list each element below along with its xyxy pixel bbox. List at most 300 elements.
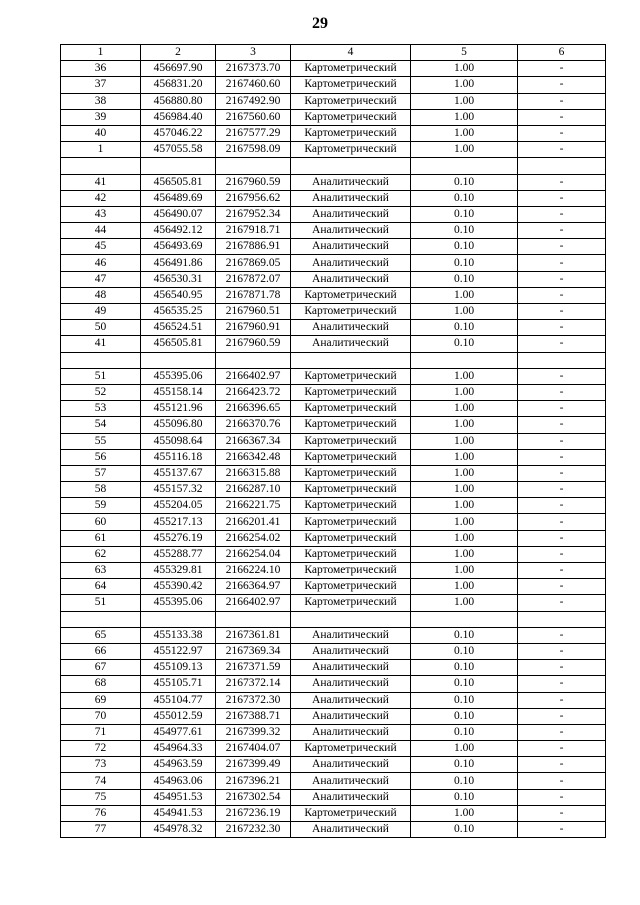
note-cell: - bbox=[518, 320, 606, 336]
point-number-cell: 69 bbox=[61, 692, 141, 708]
point-number-cell: 53 bbox=[61, 401, 141, 417]
y-coordinate-cell: 2166254.02 bbox=[216, 530, 291, 546]
point-number-cell: 50 bbox=[61, 320, 141, 336]
note-cell: - bbox=[518, 692, 606, 708]
point-number-cell: 54 bbox=[61, 417, 141, 433]
x-coordinate-cell: 455109.13 bbox=[141, 660, 216, 676]
method-cell: Картометрический bbox=[291, 433, 411, 449]
point-number-cell: 40 bbox=[61, 125, 141, 141]
y-coordinate-cell: 2167560.60 bbox=[216, 109, 291, 125]
accuracy-cell: 0.10 bbox=[411, 627, 518, 643]
x-coordinate-cell: 455012.59 bbox=[141, 708, 216, 724]
table-row bbox=[61, 77, 606, 93]
method-cell: Аналитический bbox=[291, 627, 411, 643]
y-coordinate-cell: 2167960.91 bbox=[216, 320, 291, 336]
method-cell: Картометрический bbox=[291, 563, 411, 579]
point-number-cell bbox=[61, 352, 141, 368]
note-cell: - bbox=[518, 417, 606, 433]
accuracy-cell: 1.00 bbox=[411, 125, 518, 141]
accuracy-cell: 1.00 bbox=[411, 741, 518, 757]
note-cell: - bbox=[518, 206, 606, 222]
table-row bbox=[61, 109, 606, 125]
point-number-cell: 58 bbox=[61, 482, 141, 498]
point-number-cell: 51 bbox=[61, 595, 141, 611]
separator-row bbox=[61, 352, 606, 368]
point-number-cell: 77 bbox=[61, 822, 141, 838]
method-cell bbox=[291, 611, 411, 627]
x-coordinate-cell: 457046.22 bbox=[141, 125, 216, 141]
note-cell: - bbox=[518, 789, 606, 805]
x-coordinate-cell: 456505.81 bbox=[141, 336, 216, 352]
method-cell: Аналитический bbox=[291, 206, 411, 222]
accuracy-cell: 1.00 bbox=[411, 109, 518, 125]
point-number-cell: 62 bbox=[61, 546, 141, 562]
point-number-cell: 45 bbox=[61, 239, 141, 255]
table-body bbox=[61, 45, 606, 838]
accuracy-cell: 0.10 bbox=[411, 660, 518, 676]
method-cell: Картометрический bbox=[291, 514, 411, 530]
point-number-cell: 57 bbox=[61, 465, 141, 481]
point-number-cell: 41 bbox=[61, 336, 141, 352]
accuracy-cell: 0.10 bbox=[411, 692, 518, 708]
point-number-cell bbox=[61, 158, 141, 174]
accuracy-cell: 1.00 bbox=[411, 368, 518, 384]
accuracy-cell: 0.10 bbox=[411, 643, 518, 659]
accuracy-cell bbox=[411, 158, 518, 174]
point-number-cell: 52 bbox=[61, 384, 141, 400]
point-number-cell: 73 bbox=[61, 757, 141, 773]
table-row bbox=[61, 498, 606, 514]
x-coordinate-cell: 455096.80 bbox=[141, 417, 216, 433]
point-number-cell: 72 bbox=[61, 741, 141, 757]
x-coordinate-cell: 456492.12 bbox=[141, 223, 216, 239]
point-number-cell: 59 bbox=[61, 498, 141, 514]
table-row bbox=[61, 142, 606, 158]
note-cell: - bbox=[518, 190, 606, 206]
method-cell: Аналитический bbox=[291, 692, 411, 708]
table-row bbox=[61, 174, 606, 190]
x-coordinate-cell: 456880.80 bbox=[141, 93, 216, 109]
x-coordinate-cell: 454951.53 bbox=[141, 789, 216, 805]
x-coordinate-cell bbox=[141, 611, 216, 627]
point-number-cell: 55 bbox=[61, 433, 141, 449]
note-cell: - bbox=[518, 643, 606, 659]
note-cell: - bbox=[518, 724, 606, 740]
point-number-cell: 42 bbox=[61, 190, 141, 206]
accuracy-cell: 1.00 bbox=[411, 514, 518, 530]
note-cell: - bbox=[518, 223, 606, 239]
accuracy-cell: 1.00 bbox=[411, 498, 518, 514]
accuracy-cell: 1.00 bbox=[411, 433, 518, 449]
note-cell: - bbox=[518, 239, 606, 255]
x-coordinate-cell: 455137.67 bbox=[141, 465, 216, 481]
table-row bbox=[61, 417, 606, 433]
method-cell: Аналитический bbox=[291, 789, 411, 805]
point-number-cell: 76 bbox=[61, 805, 141, 821]
y-coordinate-cell: 2167960.59 bbox=[216, 174, 291, 190]
method-cell: Аналитический bbox=[291, 724, 411, 740]
table-row bbox=[61, 223, 606, 239]
table-row bbox=[61, 546, 606, 562]
x-coordinate-cell: 454964.33 bbox=[141, 741, 216, 757]
y-coordinate-cell: 2167492.90 bbox=[216, 93, 291, 109]
note-cell: - bbox=[518, 482, 606, 498]
point-number-cell: 68 bbox=[61, 676, 141, 692]
table-row bbox=[61, 676, 606, 692]
method-cell: Аналитический bbox=[291, 320, 411, 336]
y-coordinate-cell: 2167960.59 bbox=[216, 336, 291, 352]
column-header: 1 bbox=[61, 45, 141, 61]
x-coordinate-cell: 456493.69 bbox=[141, 239, 216, 255]
method-cell: Картометрический bbox=[291, 482, 411, 498]
accuracy-cell: 1.00 bbox=[411, 546, 518, 562]
column-header: 4 bbox=[291, 45, 411, 61]
y-coordinate-cell: 2166201.41 bbox=[216, 514, 291, 530]
table-row bbox=[61, 627, 606, 643]
y-coordinate-cell: 2167956.62 bbox=[216, 190, 291, 206]
x-coordinate-cell: 456490.07 bbox=[141, 206, 216, 222]
method-cell: Картометрический bbox=[291, 449, 411, 465]
accuracy-cell: 0.10 bbox=[411, 757, 518, 773]
table-row bbox=[61, 530, 606, 546]
method-cell: Картометрический bbox=[291, 530, 411, 546]
table-row bbox=[61, 579, 606, 595]
y-coordinate-cell: 2166402.97 bbox=[216, 595, 291, 611]
accuracy-cell: 0.10 bbox=[411, 789, 518, 805]
method-cell: Картометрический bbox=[291, 61, 411, 77]
accuracy-cell: 0.10 bbox=[411, 271, 518, 287]
method-cell: Аналитический bbox=[291, 223, 411, 239]
method-cell: Картометрический bbox=[291, 304, 411, 320]
accuracy-cell: 1.00 bbox=[411, 805, 518, 821]
x-coordinate-cell: 455395.06 bbox=[141, 595, 216, 611]
y-coordinate-cell: 2167232.30 bbox=[216, 822, 291, 838]
method-cell: Картометрический bbox=[291, 109, 411, 125]
x-coordinate-cell: 455121.96 bbox=[141, 401, 216, 417]
point-number-cell: 71 bbox=[61, 724, 141, 740]
accuracy-cell: 1.00 bbox=[411, 530, 518, 546]
accuracy-cell: 0.10 bbox=[411, 676, 518, 692]
point-number-cell: 46 bbox=[61, 255, 141, 271]
point-number-cell: 38 bbox=[61, 93, 141, 109]
y-coordinate-cell bbox=[216, 611, 291, 627]
y-coordinate-cell: 2166342.48 bbox=[216, 449, 291, 465]
accuracy-cell: 1.00 bbox=[411, 287, 518, 303]
method-cell: Картометрический bbox=[291, 579, 411, 595]
method-cell: Аналитический bbox=[291, 255, 411, 271]
method-cell: Аналитический bbox=[291, 643, 411, 659]
method-cell: Аналитический bbox=[291, 660, 411, 676]
table-row bbox=[61, 336, 606, 352]
table-row bbox=[61, 773, 606, 789]
table-row bbox=[61, 304, 606, 320]
table-row bbox=[61, 368, 606, 384]
table-row bbox=[61, 741, 606, 757]
accuracy-cell: 1.00 bbox=[411, 465, 518, 481]
y-coordinate-cell bbox=[216, 352, 291, 368]
accuracy-cell: 0.10 bbox=[411, 320, 518, 336]
table-row bbox=[61, 805, 606, 821]
y-coordinate-cell: 2166315.88 bbox=[216, 465, 291, 481]
note-cell: - bbox=[518, 757, 606, 773]
method-cell: Аналитический bbox=[291, 271, 411, 287]
y-coordinate-cell: 2166367.34 bbox=[216, 433, 291, 449]
x-coordinate-cell: 456831.20 bbox=[141, 77, 216, 93]
y-coordinate-cell: 2167460.60 bbox=[216, 77, 291, 93]
method-cell: Аналитический bbox=[291, 190, 411, 206]
table-row bbox=[61, 93, 606, 109]
y-coordinate-cell: 2166221.75 bbox=[216, 498, 291, 514]
note-cell: - bbox=[518, 368, 606, 384]
y-coordinate-cell: 2167952.34 bbox=[216, 206, 291, 222]
point-number-cell: 64 bbox=[61, 579, 141, 595]
table-row bbox=[61, 255, 606, 271]
method-cell: Аналитический bbox=[291, 708, 411, 724]
y-coordinate-cell: 2167372.14 bbox=[216, 676, 291, 692]
method-cell: Аналитический bbox=[291, 336, 411, 352]
note-cell: - bbox=[518, 449, 606, 465]
x-coordinate-cell: 457055.58 bbox=[141, 142, 216, 158]
x-coordinate-cell: 456491.86 bbox=[141, 255, 216, 271]
y-coordinate-cell: 2167399.32 bbox=[216, 724, 291, 740]
x-coordinate-cell: 456524.51 bbox=[141, 320, 216, 336]
accuracy-cell: 1.00 bbox=[411, 449, 518, 465]
y-coordinate-cell: 2167577.29 bbox=[216, 125, 291, 141]
y-coordinate-cell: 2167399.49 bbox=[216, 757, 291, 773]
y-coordinate-cell: 2166423.72 bbox=[216, 384, 291, 400]
x-coordinate-cell: 455390.42 bbox=[141, 579, 216, 595]
note-cell: - bbox=[518, 498, 606, 514]
table-row bbox=[61, 757, 606, 773]
table-row bbox=[61, 660, 606, 676]
method-cell: Картометрический bbox=[291, 595, 411, 611]
point-number-cell: 70 bbox=[61, 708, 141, 724]
y-coordinate-cell: 2167388.71 bbox=[216, 708, 291, 724]
table-row bbox=[61, 449, 606, 465]
x-coordinate-cell: 456505.81 bbox=[141, 174, 216, 190]
accuracy-cell: 0.10 bbox=[411, 708, 518, 724]
x-coordinate-cell: 454977.61 bbox=[141, 724, 216, 740]
method-cell: Картометрический bbox=[291, 77, 411, 93]
x-coordinate-cell: 456530.31 bbox=[141, 271, 216, 287]
accuracy-cell: 0.10 bbox=[411, 255, 518, 271]
coordinates-table bbox=[60, 44, 606, 838]
x-coordinate-cell: 455217.13 bbox=[141, 514, 216, 530]
method-cell: Картометрический bbox=[291, 384, 411, 400]
table-row bbox=[61, 384, 606, 400]
point-number-cell: 49 bbox=[61, 304, 141, 320]
x-coordinate-cell: 455122.97 bbox=[141, 643, 216, 659]
table-row bbox=[61, 692, 606, 708]
x-coordinate-cell: 455288.77 bbox=[141, 546, 216, 562]
point-number-cell: 66 bbox=[61, 643, 141, 659]
accuracy-cell: 0.10 bbox=[411, 206, 518, 222]
x-coordinate-cell bbox=[141, 158, 216, 174]
note-cell: - bbox=[518, 465, 606, 481]
note-cell: - bbox=[518, 401, 606, 417]
table-row bbox=[61, 125, 606, 141]
y-coordinate-cell: 2167373.70 bbox=[216, 61, 291, 77]
point-number-cell: 61 bbox=[61, 530, 141, 546]
y-coordinate-cell: 2167872.07 bbox=[216, 271, 291, 287]
x-coordinate-cell: 456535.25 bbox=[141, 304, 216, 320]
x-coordinate-cell: 455105.71 bbox=[141, 676, 216, 692]
note-cell: - bbox=[518, 125, 606, 141]
point-number-cell: 37 bbox=[61, 77, 141, 93]
method-cell: Картометрический bbox=[291, 465, 411, 481]
table-row bbox=[61, 822, 606, 838]
point-number-cell: 43 bbox=[61, 206, 141, 222]
point-number-cell: 44 bbox=[61, 223, 141, 239]
x-coordinate-cell: 455098.64 bbox=[141, 433, 216, 449]
point-number-cell: 60 bbox=[61, 514, 141, 530]
note-cell: - bbox=[518, 287, 606, 303]
method-cell: Аналитический bbox=[291, 773, 411, 789]
method-cell bbox=[291, 352, 411, 368]
y-coordinate-cell: 2166396.65 bbox=[216, 401, 291, 417]
note-cell: - bbox=[518, 77, 606, 93]
point-number-cell: 65 bbox=[61, 627, 141, 643]
note-cell: - bbox=[518, 822, 606, 838]
x-coordinate-cell: 456489.69 bbox=[141, 190, 216, 206]
table-row bbox=[61, 482, 606, 498]
x-coordinate-cell: 455329.81 bbox=[141, 563, 216, 579]
x-coordinate-cell: 454963.06 bbox=[141, 773, 216, 789]
table-row bbox=[61, 61, 606, 77]
separator-row bbox=[61, 611, 606, 627]
table-row bbox=[61, 708, 606, 724]
y-coordinate-cell: 2167886.91 bbox=[216, 239, 291, 255]
accuracy-cell: 1.00 bbox=[411, 579, 518, 595]
x-coordinate-cell: 456540.95 bbox=[141, 287, 216, 303]
point-number-cell: 75 bbox=[61, 789, 141, 805]
x-coordinate-cell: 455104.77 bbox=[141, 692, 216, 708]
y-coordinate-cell: 2167404.07 bbox=[216, 741, 291, 757]
table-row bbox=[61, 287, 606, 303]
method-cell: Аналитический bbox=[291, 239, 411, 255]
table-header-row bbox=[61, 45, 606, 61]
table-row bbox=[61, 595, 606, 611]
note-cell: - bbox=[518, 741, 606, 757]
method-cell: Аналитический bbox=[291, 757, 411, 773]
point-number-cell: 47 bbox=[61, 271, 141, 287]
point-number-cell: 63 bbox=[61, 563, 141, 579]
y-coordinate-cell: 2167918.71 bbox=[216, 223, 291, 239]
column-header: 2 bbox=[141, 45, 216, 61]
x-coordinate-cell: 454978.32 bbox=[141, 822, 216, 838]
y-coordinate-cell: 2166364.97 bbox=[216, 579, 291, 595]
method-cell: Картометрический bbox=[291, 546, 411, 562]
note-cell: - bbox=[518, 384, 606, 400]
note-cell bbox=[518, 158, 606, 174]
x-coordinate-cell bbox=[141, 352, 216, 368]
note-cell: - bbox=[518, 579, 606, 595]
accuracy-cell: 1.00 bbox=[411, 482, 518, 498]
note-cell: - bbox=[518, 530, 606, 546]
note-cell: - bbox=[518, 255, 606, 271]
y-coordinate-cell: 2166254.04 bbox=[216, 546, 291, 562]
note-cell bbox=[518, 352, 606, 368]
y-coordinate-cell: 2167372.30 bbox=[216, 692, 291, 708]
table-row bbox=[61, 239, 606, 255]
accuracy-cell: 1.00 bbox=[411, 77, 518, 93]
x-coordinate-cell: 455204.05 bbox=[141, 498, 216, 514]
accuracy-cell bbox=[411, 611, 518, 627]
method-cell: Картометрический bbox=[291, 287, 411, 303]
note-cell: - bbox=[518, 271, 606, 287]
note-cell: - bbox=[518, 627, 606, 643]
table-row bbox=[61, 190, 606, 206]
y-coordinate-cell: 2167302.54 bbox=[216, 789, 291, 805]
y-coordinate-cell: 2166224.10 bbox=[216, 563, 291, 579]
accuracy-cell: 1.00 bbox=[411, 61, 518, 77]
accuracy-cell: 0.10 bbox=[411, 773, 518, 789]
y-coordinate-cell: 2167960.51 bbox=[216, 304, 291, 320]
table-row bbox=[61, 206, 606, 222]
table-row bbox=[61, 401, 606, 417]
separator-row bbox=[61, 158, 606, 174]
method-cell: Аналитический bbox=[291, 174, 411, 190]
y-coordinate-cell: 2167598.09 bbox=[216, 142, 291, 158]
method-cell: Аналитический bbox=[291, 822, 411, 838]
table-row bbox=[61, 271, 606, 287]
note-cell: - bbox=[518, 109, 606, 125]
note-cell: - bbox=[518, 708, 606, 724]
point-number-cell: 56 bbox=[61, 449, 141, 465]
accuracy-cell: 1.00 bbox=[411, 384, 518, 400]
x-coordinate-cell: 455158.14 bbox=[141, 384, 216, 400]
point-number-cell: 48 bbox=[61, 287, 141, 303]
note-cell: - bbox=[518, 773, 606, 789]
x-coordinate-cell: 456697.90 bbox=[141, 61, 216, 77]
y-coordinate-cell: 2166287.10 bbox=[216, 482, 291, 498]
table-row bbox=[61, 789, 606, 805]
point-number-cell: 41 bbox=[61, 174, 141, 190]
accuracy-cell: 1.00 bbox=[411, 563, 518, 579]
x-coordinate-cell: 455157.32 bbox=[141, 482, 216, 498]
point-number-cell bbox=[61, 611, 141, 627]
point-number-cell: 67 bbox=[61, 660, 141, 676]
note-cell: - bbox=[518, 433, 606, 449]
method-cell: Картометрический bbox=[291, 93, 411, 109]
accuracy-cell: 1.00 bbox=[411, 595, 518, 611]
point-number-cell: 36 bbox=[61, 61, 141, 77]
x-coordinate-cell: 456984.40 bbox=[141, 109, 216, 125]
note-cell: - bbox=[518, 563, 606, 579]
x-coordinate-cell: 454941.53 bbox=[141, 805, 216, 821]
accuracy-cell bbox=[411, 352, 518, 368]
x-coordinate-cell: 454963.59 bbox=[141, 757, 216, 773]
accuracy-cell: 1.00 bbox=[411, 304, 518, 320]
accuracy-cell: 1.00 bbox=[411, 142, 518, 158]
note-cell: - bbox=[518, 61, 606, 77]
column-header: 6 bbox=[518, 45, 606, 61]
accuracy-cell: 0.10 bbox=[411, 190, 518, 206]
note-cell: - bbox=[518, 660, 606, 676]
note-cell: - bbox=[518, 546, 606, 562]
method-cell bbox=[291, 158, 411, 174]
accuracy-cell: 0.10 bbox=[411, 239, 518, 255]
note-cell: - bbox=[518, 514, 606, 530]
accuracy-cell: 1.00 bbox=[411, 417, 518, 433]
method-cell: Картометрический bbox=[291, 498, 411, 514]
point-number-cell: 74 bbox=[61, 773, 141, 789]
y-coordinate-cell: 2167871.78 bbox=[216, 287, 291, 303]
x-coordinate-cell: 455276.19 bbox=[141, 530, 216, 546]
point-number-cell: 1 bbox=[61, 142, 141, 158]
y-coordinate-cell: 2167869.05 bbox=[216, 255, 291, 271]
method-cell: Картометрический bbox=[291, 741, 411, 757]
